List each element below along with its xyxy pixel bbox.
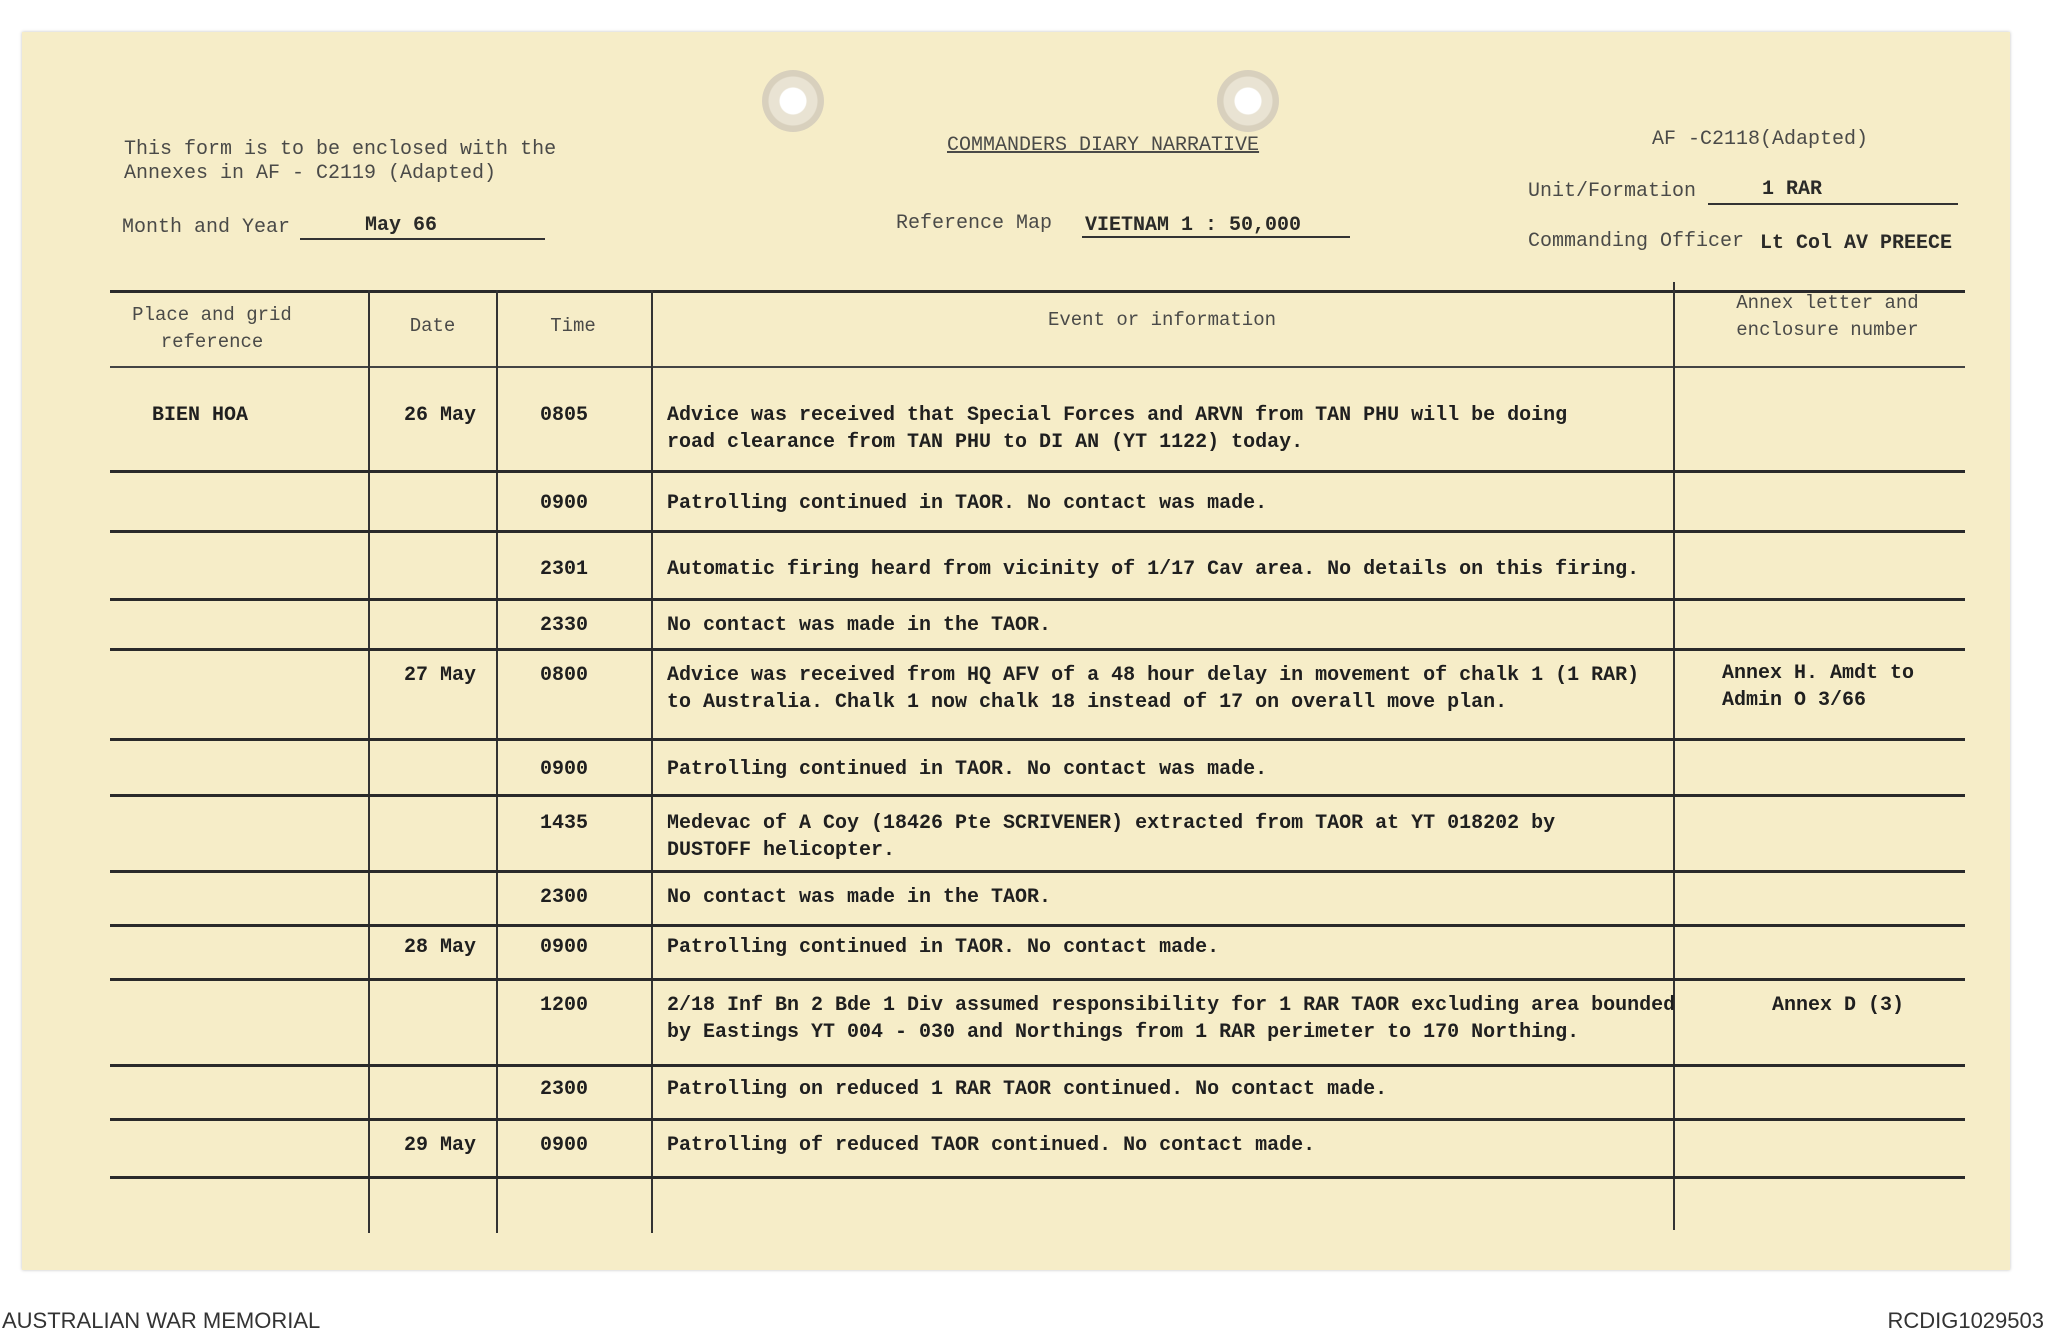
column-header-event: Event or information <box>1047 309 1277 331</box>
row-time: 1435 <box>540 812 589 835</box>
column-divider-date <box>496 290 498 1233</box>
month-year-underline <box>300 238 545 240</box>
reference-map-underline <box>1082 236 1350 238</box>
row-divider <box>110 794 1965 797</box>
row-time: 2300 <box>540 1078 589 1101</box>
row-divider <box>110 598 1965 601</box>
row-divider <box>110 870 1965 873</box>
row-event: No contact was made in the TAOR. <box>667 614 1052 637</box>
row-divider <box>110 924 1965 927</box>
row-event: Patrolling on reduced 1 RAR TAOR continued. No contact made. <box>667 1078 1388 1101</box>
row-event: Patrolling of reduced TAOR continued. No contact made. <box>667 1134 1316 1157</box>
column-header-date: Date <box>409 315 456 337</box>
column-divider-place <box>368 290 370 1233</box>
document-title: COMMANDERS DIARY NARRATIVE <box>947 134 1260 157</box>
punch-hole-right <box>1217 70 1279 132</box>
form-note-line-2: Annexes in AF - C2119 (Adapted) <box>124 162 497 185</box>
footer-record-id: RCDIG1029503 <box>1887 1308 2044 1333</box>
row-divider <box>110 470 1965 473</box>
row-time: 2300 <box>540 886 589 909</box>
row-divider <box>110 978 1965 981</box>
table-bottom-border <box>110 1176 1965 1179</box>
row-divider <box>110 1118 1965 1121</box>
row-time: 0900 <box>540 758 589 781</box>
column-divider-time <box>651 290 653 1233</box>
commanding-officer-label: Commanding Officer <box>1528 230 1745 253</box>
unit-underline <box>1708 203 1958 205</box>
unit-label: Unit/Formation <box>1528 180 1697 203</box>
row-time: 2301 <box>540 558 589 581</box>
row-event: Advice was received that Special Forces and ARVN from TAN PHU will be doing road clearance from TAN PHU to DI AN (YT 1122) today. <box>667 404 1568 454</box>
row-divider <box>110 648 1965 651</box>
month-year-value: May 66 <box>365 214 438 237</box>
row-time: 2330 <box>540 614 589 637</box>
commanding-officer-value: Lt Col AV PREECE <box>1760 232 1953 255</box>
row-event: Advice was received from HQ AFV of a 48 hour delay in movement of chalk 1 (1 RAR) to Australia. Chalk 1 now chalk 18 instead of 17 on overall move plan. <box>667 664 1640 714</box>
table-top-border <box>110 290 1965 293</box>
row-divider <box>110 530 1965 533</box>
row-event: Patrolling continued in TAOR. No contact made. <box>667 936 1220 959</box>
unit-value: 1 RAR <box>1762 178 1823 201</box>
row-date: 26 May <box>404 404 477 427</box>
row-date: 28 May <box>404 936 477 959</box>
footer-archive-name: AUSTRALIAN WAR MEMORIAL <box>2 1308 321 1333</box>
form-note-line-1: This form is to be enclosed with the <box>124 138 557 161</box>
row-date: 27 May <box>404 664 477 687</box>
row-annex: Annex D (3) <box>1772 994 1905 1017</box>
row-event: Patrolling continued in TAOR. No contact was made. <box>667 492 1268 515</box>
reference-map-label: Reference Map <box>896 212 1053 235</box>
form-code: AF -C2118(Adapted) <box>1652 128 1869 151</box>
column-header-annex: Annex letter and enclosure number <box>1736 292 1919 341</box>
column-header-time: Time <box>550 315 596 337</box>
row-time: 1200 <box>540 994 589 1017</box>
row-event: Patrolling continued in TAOR. No contact was made. <box>667 758 1268 781</box>
row-time: 0805 <box>540 404 589 427</box>
row-annex: Annex H. Amdt to Admin O 3/66 <box>1722 662 1915 712</box>
punch-hole-left <box>762 70 824 132</box>
reference-map-value: VIETNAM 1 : 50,000 <box>1085 214 1302 237</box>
row-date: 29 May <box>404 1134 477 1157</box>
row-event: Automatic firing heard from vicinity of 1/17 Cav area. No details on this firing. <box>667 558 1640 581</box>
row-time: 0900 <box>540 936 589 959</box>
row-event: Medevac of A Coy (18426 Pte SCRIVENER) extracted from TAOR at YT 018202 by DUSTOFF helicopter. <box>667 812 1556 862</box>
row-time: 0900 <box>540 1134 589 1157</box>
row-divider <box>110 738 1965 741</box>
row-place: BIEN HOA <box>152 404 249 427</box>
row-time: 0900 <box>540 492 589 515</box>
row-time: 0800 <box>540 664 589 687</box>
row-divider <box>110 1064 1965 1067</box>
month-year-label: Month and Year <box>122 216 291 239</box>
column-header-place: Place and grid reference <box>132 304 292 353</box>
table-header-border <box>110 366 1965 368</box>
row-event: 2/18 Inf Bn 2 Bde 1 Div assumed responsibility for 1 RAR TAOR excluding area bounded by Eastings YT 004 - 030 and Northings from 1 RAR perimeter to 170 Northing. <box>667 994 1676 1044</box>
row-event: No contact was made in the TAOR. <box>667 886 1052 909</box>
